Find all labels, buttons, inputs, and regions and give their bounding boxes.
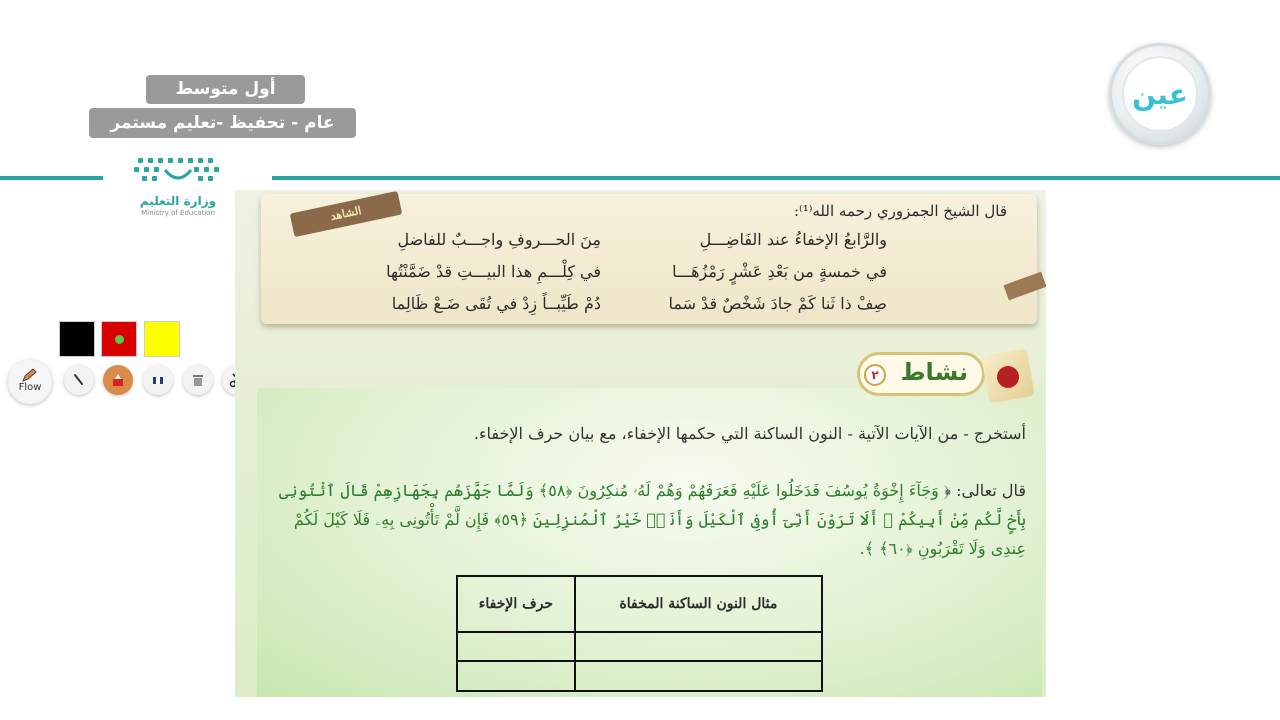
activity-number: ٢ [864,364,886,386]
table-cell[interactable] [457,632,575,662]
marker-icon [110,372,126,388]
pen-icon [71,372,87,388]
grade-subtitle: عام - تحفيظ -تعليم مستمر [89,108,356,138]
color-swatch-black[interactable] [59,321,95,357]
pen-tool-button[interactable] [64,365,94,395]
activity-label: نشاط [900,358,968,386]
flow-button[interactable] [8,360,52,404]
trash-icon [190,372,206,388]
table-cell[interactable] [575,632,822,662]
color-swatch-red[interactable] [101,321,137,357]
poem-ribbon: الشاهد [290,191,403,237]
header-band-right [272,176,1280,180]
poem-box [261,194,1037,324]
flow-label: Flow [18,382,42,393]
answer-table [456,575,823,692]
ministry-emblem-icon [132,154,224,188]
seal-icon [997,366,1019,388]
book-page [235,190,1046,697]
table-header-example: مثال النون الساكنة المخفاة [575,576,822,632]
table-header-letter: حرف الإخفاء [457,576,575,632]
poem-verse: والرَّابعُ الإخفاءُ عند الفَاضِـــلِ [699,230,887,249]
grade-title: أول متوسط [146,75,305,104]
marker-tool-button[interactable] [103,365,133,395]
table-row [457,632,822,662]
table-cell[interactable] [575,661,822,691]
trash-tool-button[interactable] [183,365,213,395]
color-swatch-yellow[interactable] [144,321,180,357]
quran-prefix: قال تعالى: ﴿ [943,481,1026,500]
table-row [457,661,822,691]
pencil-icon [21,367,39,383]
ministry-name-english: Ministry of Education [141,209,215,217]
poem-verse: دُمْ طَيِّبــاً زِدْ في تُقَى ضَـعْ ظَالِما [391,294,601,313]
quran-text: وَجَآءَ إِخْوَةُ يُوسُفَ فَدَخَلُوا عَلَيْهِ فَعَرَفَهُمْ وَهُمْ لَهُۥ مُنكِرُونَ ﴿٥٨﴾ وَلَمَّا جَهَّزَهُم بِجَهَازِهِمْ قَالَ ٱئْتُونِى بِأَخٍ لَّكُم مِّنْ أَبِيكُمْ ۚ أَلَا تَرَوْنَ أَنِّىٓ أُوفِى ٱلْكَيْلَ وَأَنَا۠ خَيْرُ ٱلْمُنزِلِينَ ﴿٥٩﴾ فَإِن لَّمْ تَأْتُونِى بِهِۦ فَلَا كَيْلَ لَكُمْ عِندِى وَلَا تَقْرَبُونِ ﴿٦٠﴾ ﴾. [279,481,1026,558]
ministry-logo [108,150,248,226]
channel-logo [1109,43,1211,145]
activity-badge [857,352,1037,410]
quran-verses [256,476,1026,563]
poem-intro: قال الشيخ الجمزوري رحمه الله⁽¹⁾: [793,202,1007,220]
header-band-left [0,176,103,180]
activity-instruction: أستخرج - من الآيات الآتية - النون الساكنة التي حكمها الإخفاء، مع بيان حرف الإخفاء. [473,424,1026,443]
poem-verse: صِفْ ذا ثَنا كَمْ جادَ شَخْصٌ قدْ سَما [668,294,887,313]
ministry-name-arabic: وزارة التعليم [139,194,217,208]
channel-logo-text: عين [1122,56,1198,132]
table-cell[interactable] [457,661,575,691]
poem-verse: في كِلْـــمِ هذا البيـــتِ قدْ ضَمَّنْتُها [386,262,601,281]
poem-verse: مِنَ الحـــروفِ واجـــبٌ للفاضلِ [397,230,601,249]
eraser-tool-button[interactable] [143,365,173,395]
poem-ribbon-tail [1003,272,1046,301]
table-header-row [457,576,822,632]
activity-pill [857,352,985,396]
poem-verse: في خمسةٍ من بَعْدِ عَشْرٍ رَمْزُهَـــا [672,262,887,281]
eraser-icon [150,372,166,388]
